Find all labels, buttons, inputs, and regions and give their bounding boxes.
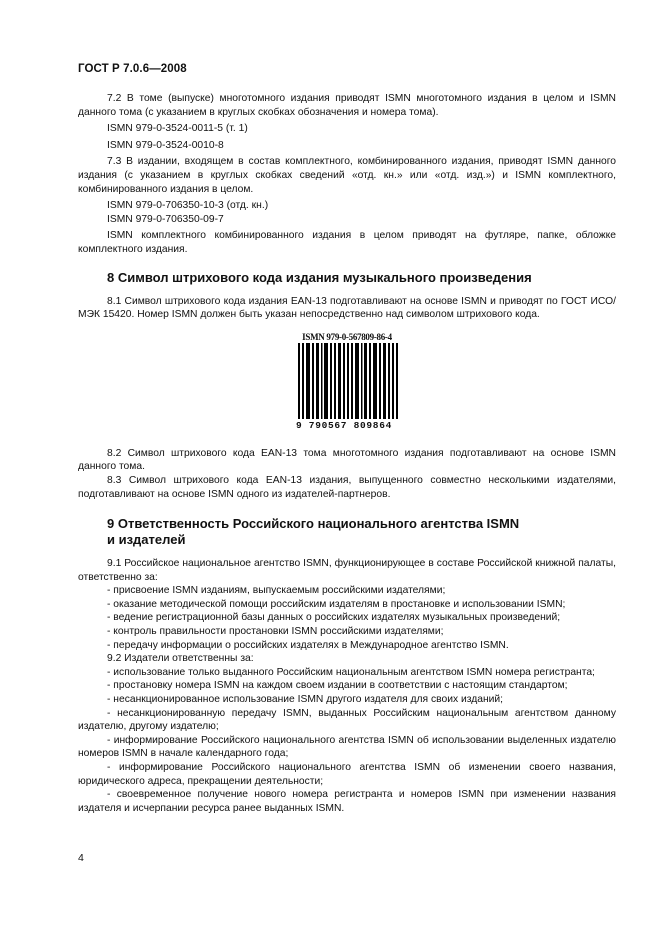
document-body — [78, 92, 616, 815]
paragraph-8-2: 8.2 Символ штрихового кода EAN-13 тома многотомного издания подготавливают на основе ISMN данного тома. — [78, 447, 616, 473]
list-item: - информирование Российского национального агентства ISMN об использовании выделенных издателю номеров ISMN в начале календарного года; — [78, 734, 616, 760]
list-item: - контроль правильности простановки ISMN российскими издателями; — [107, 626, 444, 638]
list-item: - несанкционированную передачу ISMN, выданных Российским национальным агентством данному издателю, другому издателю; — [78, 707, 616, 733]
barcode-digits: 9 790567 809864 — [296, 419, 402, 433]
list-item: - несанкционированное использование ISMN другого издателя для своих изданий; — [107, 694, 503, 706]
section-9-heading: 9 Ответственность Российского национального агентства ISMN — [107, 516, 520, 532]
paragraph-9-2: 9.2 Издатели ответственны за: — [107, 653, 254, 665]
paragraph-7-note: ISMN комплектного комбинированного издания в целом приводят на футляре, папке, обложке комплектного издания. — [78, 230, 616, 255]
list-item: - передачу информации о российских издателях в Международное агентство ISMN. — [107, 639, 509, 651]
list-item: - оказание методической помощи российским издателям в простановке и использовании ISMN; — [107, 598, 566, 610]
list-item: - присвоение ISMN изданиям, выпускаемым российскими издателями; — [107, 585, 446, 597]
list-item: - ведение регистрационной базы данных о российских издателях музыкальных произведений; — [107, 612, 561, 624]
barcode-bars — [298, 343, 398, 427]
barcode-figure — [291, 331, 401, 439]
paragraph-8-1: 8.1 Символ штрихового кода издания EAN-13 подготавливают на основе ISMN и приводят по ГОСТ ИСО/МЭК 15420. Номер ISMN должен быть указан непосредственно над символом штрихового кода. — [78, 295, 616, 321]
example-ismn: ISMN 979-0-706350-09-7 — [107, 213, 224, 225]
list-item: - своевременное получение нового номера регистранта и номеров ISMN при изменении названия издателя и исчерпании ресурса ранее выданных ISMN. — [78, 789, 616, 814]
section-9-heading-line2: и издателей — [107, 532, 186, 548]
paragraph-7-3: 7.3 В издании, входящем в состав комплектного, комбинированного издания, приводят ISMN данного издания (с указанием в круглых скобках сведений «отд. кн.» или «отд. изд.») и ISMN комплектного, комбинированного издания в целом. — [78, 156, 616, 195]
section-8-heading: 8 Символ штрихового кода издания музыкального произведения — [107, 269, 532, 285]
page-number: 4 — [78, 852, 84, 864]
example-ismn: ISMN 979-0-3524-0011-5 (т. 1) — [107, 123, 248, 135]
paragraph-7-2: 7.2 В томе (выпуске) многотомного издания приводят ISMN многотомного издания в целом и ISMN данного тома (с указанием в круглых скобках обозначения и номера тома). — [78, 93, 616, 118]
list-item: - информирование Российского национального агентства ISMN об изменении своего названия, юридического адреса, прекращении деятельности; — [78, 762, 616, 787]
example-ismn: ISMN 979-0-706350-10-3 (отд. кн.) — [107, 200, 269, 212]
list-item: - использование только выданного Российским национальным агентством ISMN номера регистранта; — [107, 666, 595, 678]
barcode-ismn-label: ISMN 979-0-567809-86-4 — [302, 331, 392, 342]
example-ismn: ISMN 979-0-3524-0010-8 — [107, 139, 224, 151]
list-item: - простановку номера ISMN на каждом своем издании в соответствии с настоящим стандартом; — [107, 680, 568, 692]
paragraph-8-3: 8.3 Символ штрихового кода EAN-13 издания, выпущенного совместно несколькими издателями, подготавливают на основе ISMN одного из издателей-партнеров. — [78, 474, 616, 500]
document-header: ГОСТ Р 7.0.6—2008 — [78, 63, 187, 75]
paragraph-9-1: 9.1 Российское национальное агентство ISMN, функционирующее в составе Российской книжной палаты, ответственно за: — [78, 558, 616, 583]
